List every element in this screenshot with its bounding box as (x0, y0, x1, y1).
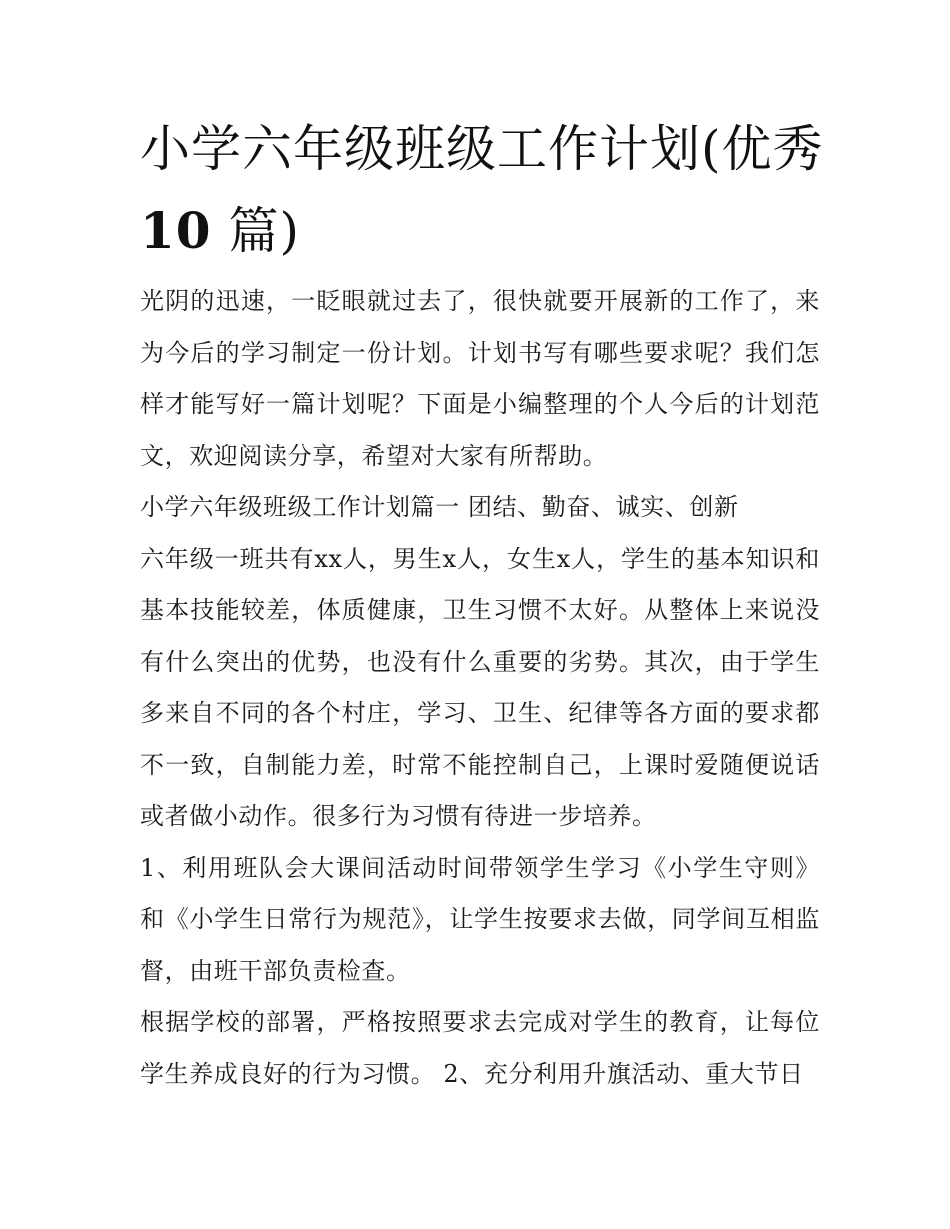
title-line-2: 篇) (211, 202, 300, 260)
class-situation-paragraph: 六年级一班共有xx人，男生x人，女生x人，学生的基本知识和基本技能较差，体质健康，卫生习惯不太好。从整体上来说没有什么突出的优势，也没有什么重要的劣势。其次，由于学生多来自不同的各个村庄，学习、卫生、纪律等各方面的要求都不一致，自制能力差，时常不能控制自己，上课时爱随便说话或者做小动作。很多行为习惯有待进一步培养。 (140, 544, 820, 830)
document-body (140, 276, 820, 1100)
intro-paragraph: 光阴的迅速，一眨眼就过去了，很快就要开展新的工作了，来为今后的学习制定一份计划。计划书写有哪些要求呢？我们怎样才能写好一篇计划呢？下面是小编整理的个人今后的计划范文，欢迎阅读分享，希望对大家有所帮助。 (140, 287, 820, 470)
title-number: 10 (140, 201, 212, 260)
title-line-1: 小学六年级班级工作计划(优秀 (140, 120, 824, 178)
item-1-paragraph: 1、利用班队会大课间活动时间带领学生学习《小学生守则》和《小学生日常行为规范》，让学生按要求去做，同学间互相监督，由班干部负责检查。 (140, 853, 820, 985)
document-title (140, 108, 830, 272)
section-heading: 小学六年级班级工作计划篇一 团结、勤奋、诚实、创新 (140, 493, 739, 521)
school-deployment-paragraph: 根据学校的部署，严格按照要求去完成对学生的教育，让每位学生养成良好的行为习惯。 2、充分利用升旗活动、重大节日 (140, 1008, 820, 1088)
